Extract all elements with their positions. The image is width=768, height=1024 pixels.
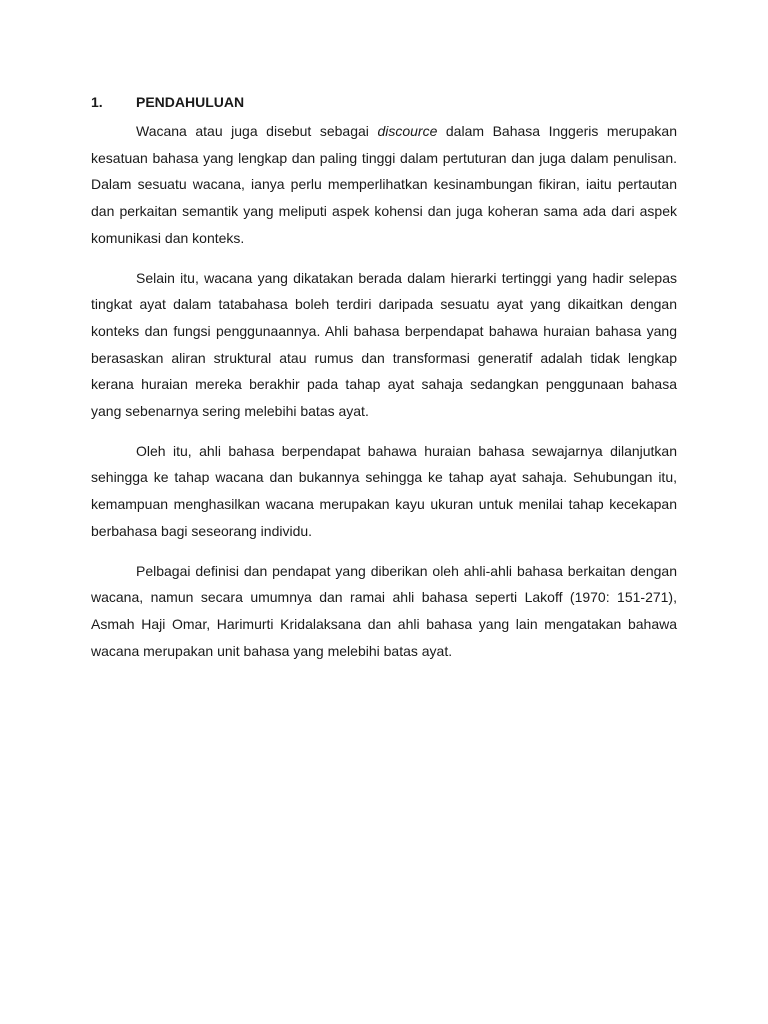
paragraph-1-text-start: Wacana atau juga disebut sebagai bbox=[136, 123, 378, 139]
section-heading bbox=[91, 92, 677, 112]
section-title: PENDAHULUAN bbox=[136, 94, 245, 110]
paragraph-1-text-end: dalam Bahasa Inggeris merupakan kesatuan bahasa yang lengkap dan paling tinggi dalam pertuturan dan juga dalam penulisan. Dalam sesuatu wacana, ianya perlu memperlihatkan kesinambungan fikiran, iaitu pertautan dan perkaitan semantik yang meliputi aspek kohensi dan juga koheran sama ada dari aspek komunikasi dan konteks. bbox=[91, 123, 677, 246]
paragraph-3: Oleh itu, ahli bahasa berpendapat bahawa huraian bahasa sewajarnya dilanjutkan sehingga ke tahap wacana dan bukannya sehingga ke tahap ayat sahaja. Sehubungan itu, kemampuan menghasilkan wacana merupakan kayu ukuran untuk menilai tahap kecekapan berbahasa bagi seseorang individu. bbox=[91, 442, 677, 539]
section-number: 1. bbox=[91, 94, 103, 110]
paragraph-4: Pelbagai definisi dan pendapat yang diberikan oleh ahli-ahli bahasa berkaitan dengan wacana, namun secara umumnya dan ramai ahli bahasa seperti Lakoff (1970: 151-271), Asmah Haji Omar, Harimurti Kridalaksana dan ahli bahasa yang lain mengatakan bahawa wacana merupakan unit bahasa yang melebihi batas ayat. bbox=[91, 562, 677, 659]
paragraph-1-italic-term: discource bbox=[377, 123, 438, 139]
paragraph-2: Selain itu, wacana yang dikatakan berada dalam hierarki tertinggi yang hadir selepas tingkat ayat dalam tatabahasa boleh terdiri daripada sesuatu ayat yang dikaitkan dengan konteks dan fungsi penggunaannya. Ahli bahasa berpendapat bahawa huraian bahasa yang berasaskan aliran struktural atau rumus dan transformasi generatif adalah tidak lengkap kerana huraian mereka berakhir pada tahap ayat sahaja sedangkan penggunaan bahasa yang sebenarnya sering melebihi batas ayat. bbox=[91, 269, 677, 420]
document-page bbox=[91, 92, 677, 677]
paragraph-1 bbox=[91, 118, 677, 252]
